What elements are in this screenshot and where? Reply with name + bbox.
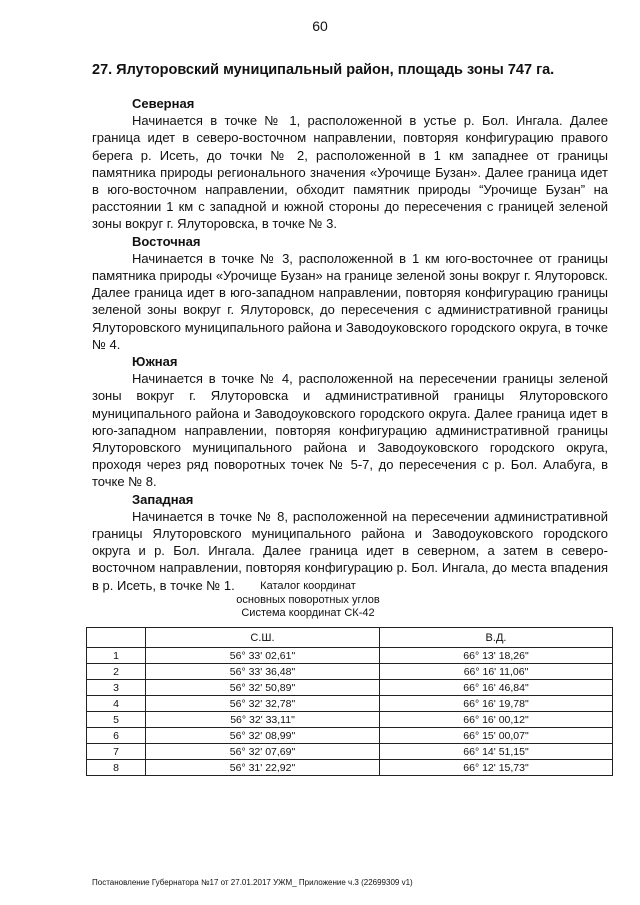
longitude-cell: 66° 13' 18,26": [380, 648, 613, 664]
subhead-south: Южная: [132, 354, 178, 370]
subhead-west: Западная: [132, 491, 194, 507]
coordinates-table: [86, 627, 613, 776]
table-row: [87, 680, 613, 696]
latitude-cell: 56° 33' 36,48": [146, 664, 380, 680]
page-number: 60: [312, 18, 328, 34]
table-header-row: [87, 628, 613, 648]
point-number: 4: [87, 696, 146, 712]
caption-line: основных поворотных углов: [236, 593, 380, 606]
point-number: 6: [87, 728, 146, 744]
header-num: [87, 628, 146, 648]
table-row: [87, 648, 613, 664]
table-row: [87, 696, 613, 712]
subhead-east: Восточная: [132, 233, 201, 249]
latitude-cell: 56° 31' 22,92": [146, 760, 380, 776]
point-number: 7: [87, 744, 146, 760]
latitude-cell: 56° 32' 07,69": [146, 744, 380, 760]
point-number: 5: [87, 712, 146, 728]
point-number: 8: [87, 760, 146, 776]
caption-line: Система координат СК-42: [241, 607, 375, 619]
subhead-north: Северная: [132, 96, 195, 111]
caption-line: Каталог координат: [260, 580, 356, 592]
header-latitude: С.Ш.: [146, 628, 380, 648]
longitude-cell: 66° 14' 51,15": [380, 744, 613, 760]
paragraph-south: Начинается в точке № 4, расположенной на пересечении границы зеленой зоны вокруг г. Ялуторовска и административной границы Ялуторовского муниципального района и Заводоуковского городского округа. Далее граница идет в юго-западном направлении, повторяя конфигурацию административной границы Ялуторовского муниципального района и Заводоуковского городского округа, проходя через ряд поворотных точек № 5-7, до пересечения с р. Бол. Алабуга, в точке № 8.: [92, 371, 608, 490]
point-number: 3: [87, 680, 146, 696]
longitude-cell: 66° 16' 19,78": [380, 696, 613, 712]
latitude-cell: 56° 32' 33,11": [146, 712, 380, 728]
paragraph-east: Начинается в точке № 3, расположенной в 1 км юго-восточнее от границы памятника природы «Урочище Бузан» на границе зеленой зоны вокруг г. Ялуторовск. Далее граница идет в юго-западном направлении, повторяя конфигурацию границы зеленой зоны вокруг г. Ялуторовск, до пересечения с административной границы Ялуторовского муниципального района и Заводоуковского городского округа, в точке № 4.: [92, 250, 608, 352]
header-longitude: В.Д.: [380, 628, 613, 648]
point-number: 2: [87, 664, 146, 680]
section-heading: 27. Ялуторовский муниципальный район, площадь зоны 747 га.: [92, 62, 555, 78]
longitude-cell: 66° 16' 46,84": [380, 680, 613, 696]
point-number: 1: [87, 648, 146, 664]
latitude-cell: 56° 33' 02,61": [146, 648, 380, 664]
longitude-cell: 66° 16' 00,12": [380, 712, 613, 728]
table-row: [87, 744, 613, 760]
table-row: [87, 712, 613, 728]
latitude-cell: 56° 32' 08,99": [146, 728, 380, 744]
longitude-cell: 66° 12' 15,73": [380, 760, 613, 776]
table-caption: [92, 580, 524, 621]
table-row: [87, 760, 613, 776]
longitude-cell: 66° 16' 11,06": [380, 664, 613, 680]
longitude-cell: 66° 15' 00,07": [380, 728, 613, 744]
paragraph-north: Начинается в точке № 1, расположенной в устье р. Бол. Ингала. Далее граница идет в северо-восточном направлении, повторяя конфигурацию правого берега р. Исеть, до точки № 2, расположенной в 1 км западнее от границы памятника природы регионального значения «Урочище Бузан». Далее граница идет в юго-восточном направлении, обходит памятник природы “Урочище Бузан” на расстоянии 1 км с западной и южной стороны до пересечения с границей зеленой зоны вокруг г. Ялуторовска, в точке № 3.: [92, 113, 608, 232]
document-footer: Постановление Губернатора №17 от 27.01.2017 УЖМ_ Приложение ч.3 (22699309 v1): [92, 878, 413, 887]
table-row: [87, 728, 613, 744]
zone-description: [92, 95, 608, 594]
latitude-cell: 56° 32' 32,78": [146, 696, 380, 712]
paragraph-west: Начинается в точке № 8, расположенной на пересечении административной границы Ялуторовского муниципального района и Заводоуковского городского округа и р. Бол. Ингала. Далее граница идет в северном, а затем в северо-восточном направлении, повторяя конфигурацию р. Бол. Ингала, до места впадения в р. Исеть, в точке № 1.: [92, 508, 608, 593]
latitude-cell: 56° 32' 50,89": [146, 680, 380, 696]
table-row: [87, 664, 613, 680]
